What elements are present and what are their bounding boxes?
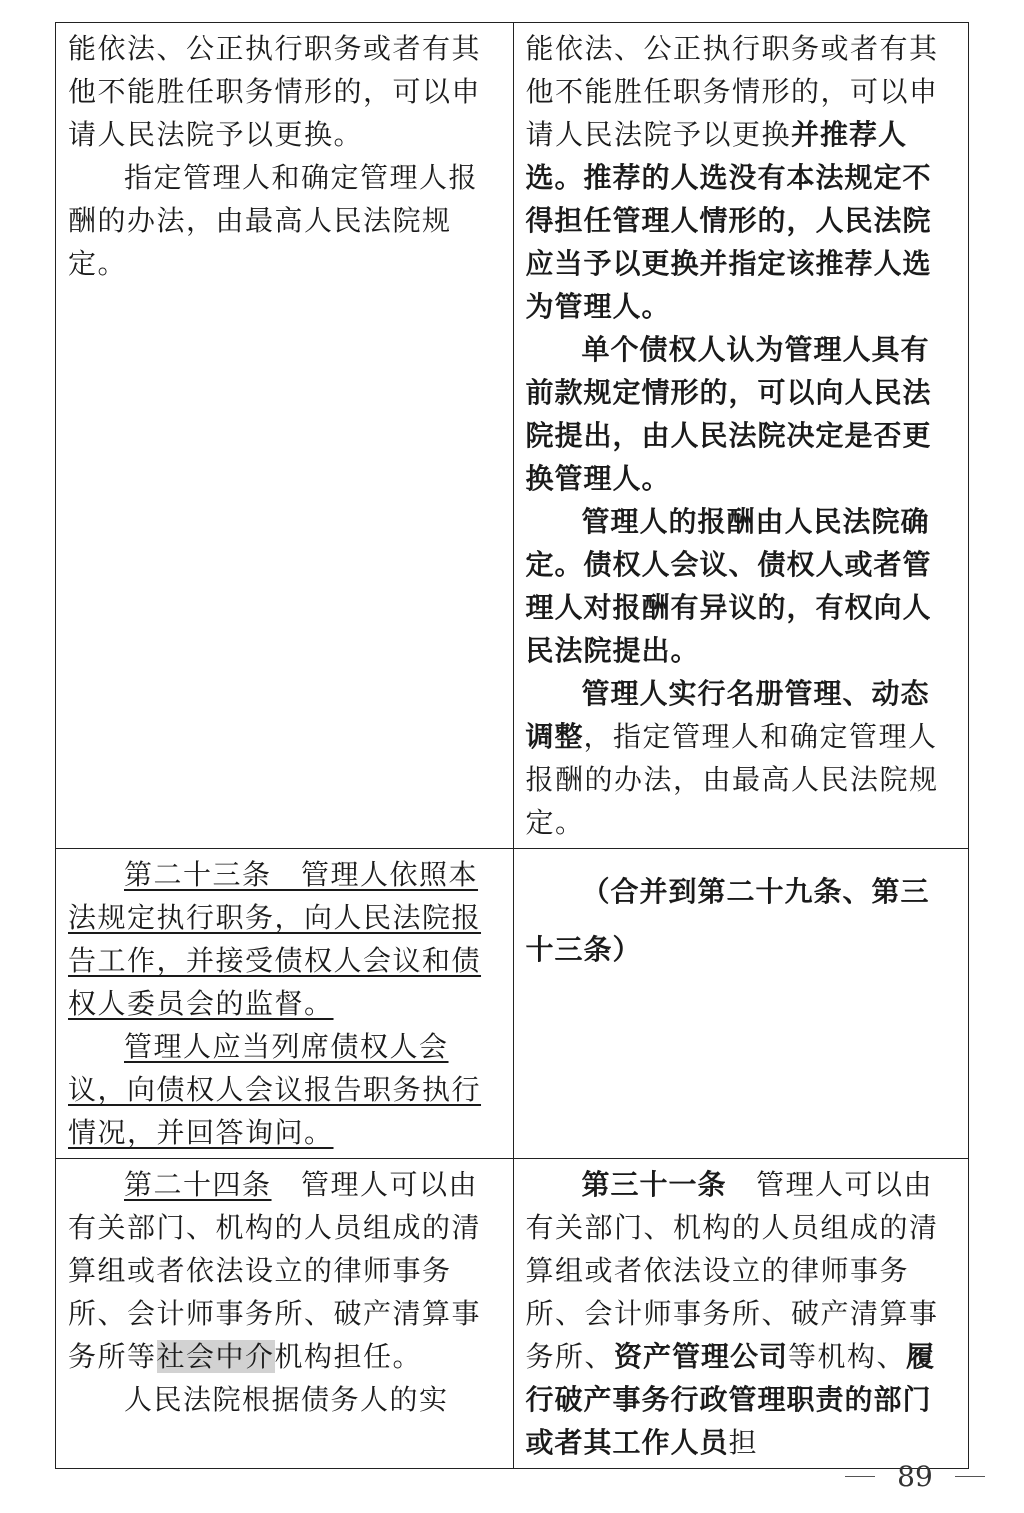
highlighted-text: 社会中介 (156, 1340, 275, 1373)
paragraph (68, 1025, 501, 1154)
paragraph (526, 27, 957, 328)
dash-right (955, 1476, 985, 1477)
old-text-cell (56, 23, 514, 849)
new-text-cell (513, 849, 969, 1159)
old-text-cell (56, 1159, 514, 1469)
paragraph: 指定管理人和确定管理人报酬的办法，由最高人民法院规定。 (68, 161, 479, 280)
added-text: 并推荐人选。推荐的人选没有本法规定不得担任管理人情形的，人民法院应当予以更换并指定该推荐人选为管理人。 (525, 118, 932, 323)
old-text-cell (56, 849, 514, 1159)
article-number: 第二十四条 (124, 1168, 272, 1201)
page-footer (845, 1458, 985, 1494)
deleted-text: 第二十三条 管理人依照本法规定执行职务，向人民法院报告工作，并接受债权人会议和债权人委员会的监督。 (68, 858, 482, 1020)
comparison-table (55, 22, 969, 1469)
dash-left (845, 1476, 875, 1477)
paragraph: 能依法、公正执行职务或者有其他不能胜任职务情形的，可以申请人民法院予以更换。 (68, 32, 482, 151)
text-segment: 机构担任。 (274, 1340, 423, 1373)
text-segment: 等机构、 (788, 1340, 907, 1373)
paragraph (68, 853, 501, 1025)
added-text: 资产管理公司 (614, 1340, 789, 1373)
added-text: 履行破产事务行政管理职责的部门或者其工作人员 (525, 1340, 936, 1459)
text-segment: 担 (728, 1426, 759, 1459)
new-text-cell (513, 23, 969, 849)
paragraph (526, 672, 957, 844)
merge-note: （合并到第二十九条、第三十三条） (525, 875, 930, 966)
paragraph (68, 1163, 501, 1378)
text-segment: 管理人可以由有关部门、机构的人员组成的清算组或者依法设立的律师事务所、会计师事务所、破产清算事务所、 (525, 1168, 939, 1373)
table-row (56, 23, 969, 849)
added-paragraph: 单个债权人认为管理人具有前款规定情形的，可以向人民法院提出，由人民法院决定是否更换管理人。 (525, 333, 932, 495)
paragraph (526, 1163, 957, 1464)
page-number: 89 (897, 1459, 933, 1493)
text-segment: 管理人可以由有关部门、机构的人员组成的清算组或者依法设立的律师事务所、会计师事务所、破产清算事务所等 (68, 1168, 482, 1373)
article-number: 第三十一条 (581, 1168, 727, 1201)
added-text: 管理人实行名册管理、动态调整 (525, 677, 930, 753)
paragraph: 人民法院根据债务人的实 (124, 1383, 449, 1416)
table-row (56, 1159, 969, 1469)
text-segment: 能依法、公正执行职务或者有其他不能胜任职务情形的，可以申请人民法院予以更换 (525, 32, 939, 151)
deleted-text: 管理人应当列席债权人会议，向债权人会议报告职务执行情况，并回答询问。 (68, 1030, 482, 1149)
added-paragraph: 管理人的报酬由人民法院确定。债权人会议、债权人或者管理人对报酬有异议的，有权向人民法院提出。 (525, 505, 932, 667)
text-segment: ，指定管理人和确定管理人报酬的办法，由最高人民法院规定。 (525, 720, 939, 839)
new-text-cell (513, 1159, 969, 1469)
table-row (56, 849, 969, 1159)
